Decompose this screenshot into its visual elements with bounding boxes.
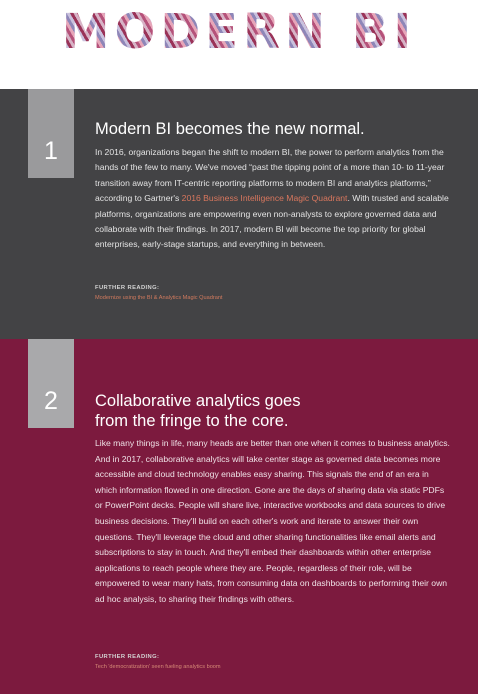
section-number: 1 — [44, 137, 58, 165]
section-number-box — [28, 89, 74, 178]
further-reading-label: FURTHER READING: — [95, 285, 160, 291]
section-number-box — [28, 339, 74, 428]
section-heading: Modern BI becomes the new normal. — [95, 120, 365, 138]
section-body — [95, 145, 453, 253]
section-heading: Collaborative analytics goes from the fringe to the core. — [95, 392, 301, 430]
section-body-text: In 2016, organizations began the shift to modern BI, the power to perform analytics from the hands of the few to many. We've moved “past the tipping point of a more than 10- to 11-year transition away from IT-centric reporting platforms to modern BI and analytics platforms,” according to Gartner's — [95, 147, 445, 204]
masthead-title: MODERN BI — [0, 4, 478, 60]
further-reading-link[interactable]: Modernize using the BI & Analytics Magic Quadrant — [95, 295, 223, 301]
masthead — [0, 0, 478, 89]
section-body-text-continued: . With trusted and scalable platforms, organizations are empowering even non-analysts to explore governed data and collaborate with their findings. In 2017, modern BI will become the top priority for global enterprises, early-stage startups, and everything in between. — [95, 193, 449, 250]
section-body: Like many things in life, many heads are better than one when it comes to business analytics. And in 2017, collaborative analytics will take center stage as governed data becomes more accessible and cloud technology enables easy sharing. This signals the end of an era in which information flowed in one direction. Gone are the days of sharing data via static PDFs or PowerPoint decks. People will share live, interactive workbooks and data sources to drive business decisions. They'll build on each other's work and iterate to answer their own questions. They'll leverage the cloud and other sharing functionalities like email alerts and subscriptions to stay in touch. And they'll embed their dashboards within other enterprise applications to reach people where they are. People, regardless of their role, will be empowered to wear many hats, from consuming data on dashboards to performing their own ad hoc analysis, to sharing their findings with others. — [95, 438, 450, 604]
magic-quadrant-link[interactable]: 2016 Business Intelligence Magic Quadrant — [181, 193, 348, 204]
further-reading-label: FURTHER READING: — [95, 654, 160, 660]
further-reading-link[interactable]: Tech 'democratization' seen fueling analytics boom — [95, 664, 221, 670]
trend-section-1 — [0, 89, 478, 339]
section-number: 2 — [44, 387, 58, 415]
trend-section-2 — [0, 339, 478, 694]
